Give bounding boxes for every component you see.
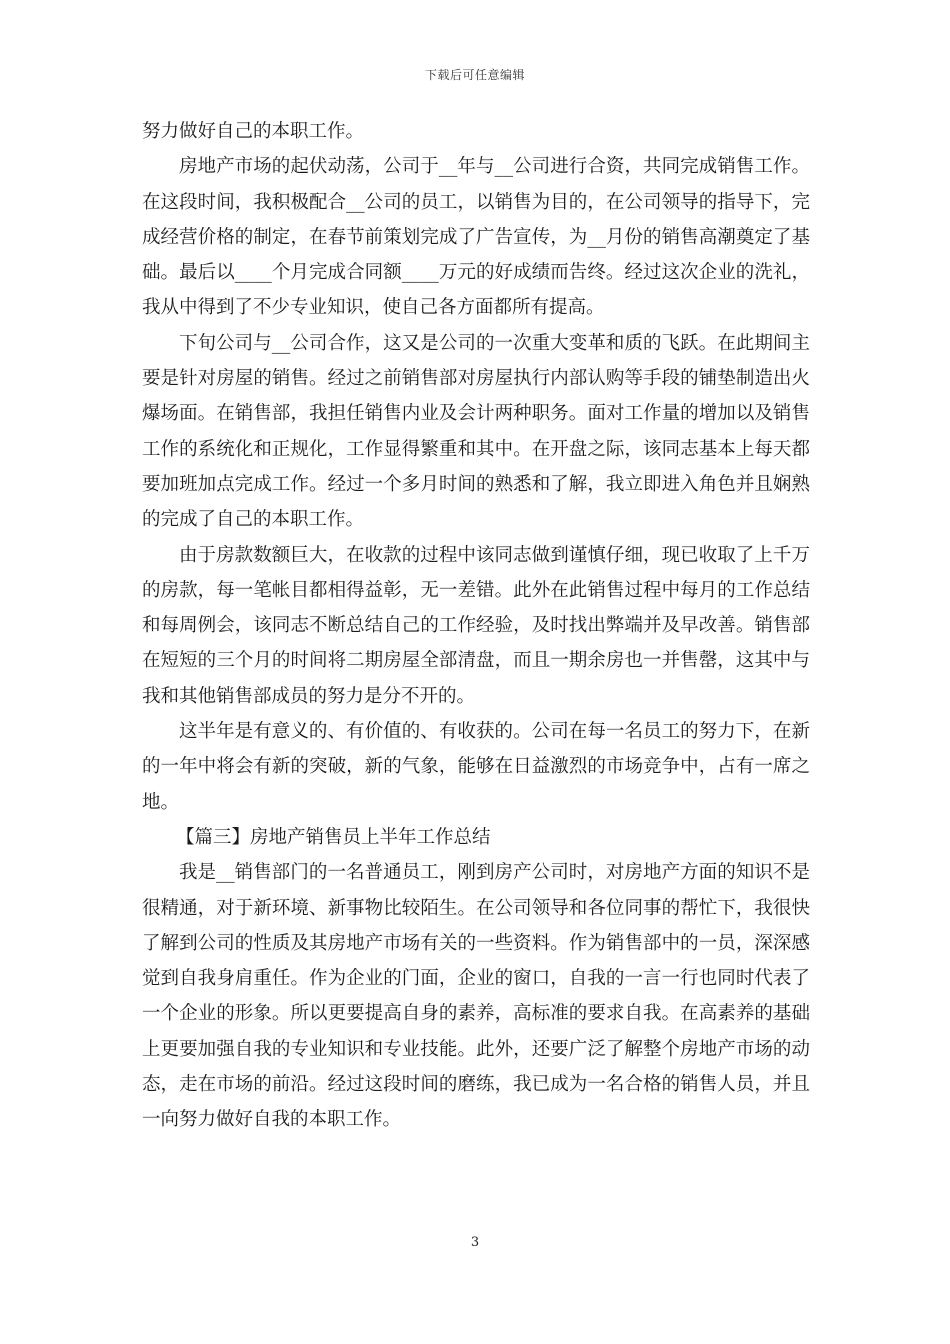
paragraph-payments: 由于房款数额巨大，在收款的过程中该同志做到谨慎仔细，现已收取了上千万的房款，每一笔帐目都相得益彰，无一差错。此外在此销售过程中每月的工作总结和每周例会，该同志不断总结自己的工作经验，及时找出弊端并及早改善。销售部在短短的三个月的时间将二期房屋全部清盘，而且一期余房也一并售罄，这其中与我和其他销售部成员的努力是分不开的。: [142, 544, 810, 707]
paragraph-employee-intro: 我是__销售部门的一名普通员工，刚到房产公司时，对房地产方面的知识不是很精通，对于新环境、新事物比较陌生。在公司领导和各位同事的帮忙下，我很快了解到公司的性质及其房地产市场有关的一些资料。作为销售部中的一员，深深感觉到自我身肩重任。作为企业的门面，企业的窗口，自我的一言一行也同时代表了一个企业的形象。所以更要提高自身的素养，高标准的要求自我。在高素养的基础上更要加强自我的专业知识和专业技能。此外，还要广泛了解整个房地产市场的动态，走在市场的前沿。经过这段时间的磨练，我已成为一名合格的销售人员，并且一向努力做好自我的本职工作。: [142, 862, 810, 1131]
paragraph-half-year-summary: 这半年是有意义的、有价值的、有收获的。公司在每一名员工的努力下，在新的一年中将会有新的突破，新的气象，能够在日益激烈的市场竞争中，占有一席之地。: [142, 721, 810, 813]
section-heading: 【篇三】房地产销售员上半年工作总结: [176, 826, 491, 848]
page-number: 3: [470, 1235, 480, 1250]
page-header: 下载后可任意编辑: [424, 68, 525, 82]
paragraph-cooperation: 下旬公司与__公司合作，这又是公司的一次重大变革和质的飞跃。在此期间主要是针对房屋的销售。经过之前销售部对房屋执行内部认购等手段的铺垫制造出火爆场面。在销售部，我担任销售内业及会计两种职务。面对工作量的增加以及销售工作的系统化和正规化，工作显得繁重和其中。在开盘之际，该同志基本上每天都要加班加点完成工作。经过一个多月时间的熟悉和了解，我立即进入角色并且娴熟的完成了自己的本职工作。: [142, 332, 810, 531]
document-body: [142, 114, 810, 1138]
paragraph-joint-venture: 房地产市场的起伏动荡，公司于__年与__公司进行合资，共同完成销售工作。在这段时间，我积极配合__公司的员工，以销售为目的，在公司领导的指导下，完成经营价格的制定，在春节前策划完成了广告宣传，为__月份的销售高潮奠定了基础。最后以____个月完成合同额____万元的好成绩而告终。经过这次企业的洗礼，我从中得到了不少专业知识，使自己各方面都所有提高。: [142, 156, 810, 319]
paragraph-continuation: 努力做好自己的本职工作。: [142, 121, 365, 142]
